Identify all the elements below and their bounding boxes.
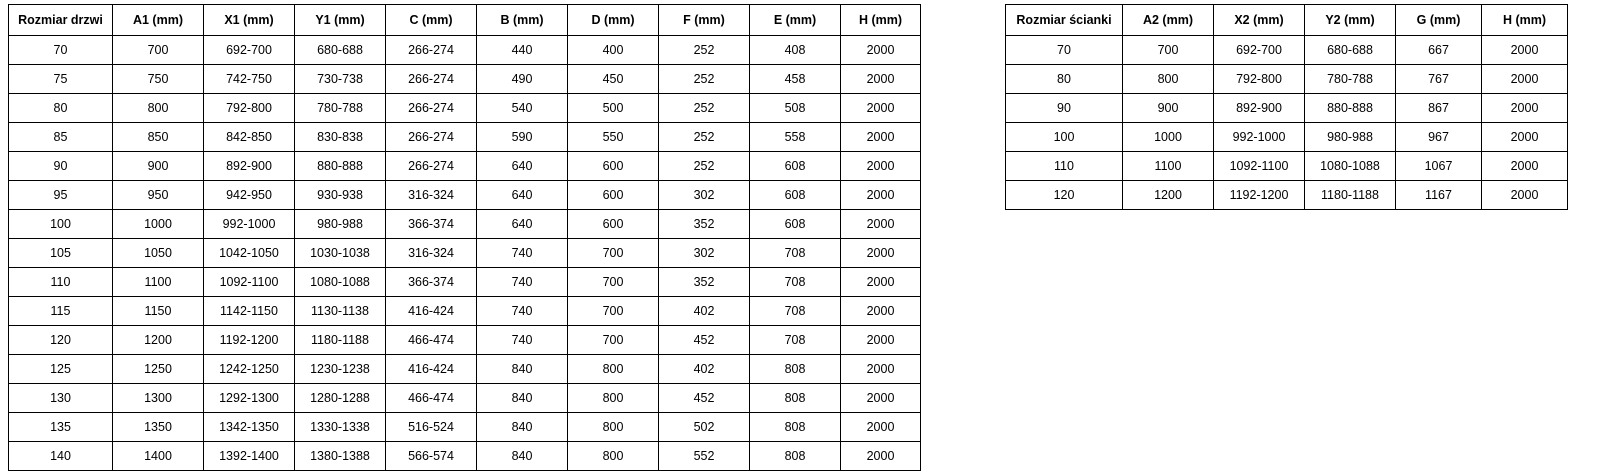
cell: 708 xyxy=(750,297,841,326)
cell: 840 xyxy=(477,442,568,471)
cell: 540 xyxy=(477,94,568,123)
cell: 880-888 xyxy=(1305,94,1396,123)
cell: 1150 xyxy=(113,297,204,326)
cell: 867 xyxy=(1396,94,1482,123)
cell: 1142-1150 xyxy=(204,297,295,326)
cell: 550 xyxy=(568,123,659,152)
cell: 2000 xyxy=(841,181,921,210)
cell: 850 xyxy=(113,123,204,152)
table-row xyxy=(9,36,921,65)
doors-table-header xyxy=(9,5,921,36)
cell: 252 xyxy=(659,94,750,123)
cell: 95 xyxy=(9,181,113,210)
cell: 692-700 xyxy=(204,36,295,65)
cell: 2000 xyxy=(841,152,921,181)
table-row xyxy=(9,297,921,326)
cell: 458 xyxy=(750,65,841,94)
cell: 667 xyxy=(1396,36,1482,65)
cell: 266-274 xyxy=(386,94,477,123)
cell: 980-988 xyxy=(295,210,386,239)
cell: 2000 xyxy=(1482,152,1568,181)
cell: 640 xyxy=(477,181,568,210)
cell: 2000 xyxy=(1482,36,1568,65)
cell: 2000 xyxy=(841,123,921,152)
cell: 440 xyxy=(477,36,568,65)
cell: 608 xyxy=(750,181,841,210)
table-header-row xyxy=(9,5,921,36)
cell: 500 xyxy=(568,94,659,123)
cell: 252 xyxy=(659,65,750,94)
cell: 1300 xyxy=(113,384,204,413)
cell: 100 xyxy=(9,210,113,239)
cell: 1242-1250 xyxy=(204,355,295,384)
cell: 2000 xyxy=(1482,65,1568,94)
column-header-rozmiar-drzwi: Rozmiar drzwi xyxy=(9,5,113,36)
table-row xyxy=(9,94,921,123)
table-row xyxy=(9,268,921,297)
cell: 1280-1288 xyxy=(295,384,386,413)
cell: 90 xyxy=(9,152,113,181)
cell: 1092-1100 xyxy=(204,268,295,297)
cell: 942-950 xyxy=(204,181,295,210)
walls-table-header xyxy=(1006,5,1568,36)
cell: 842-850 xyxy=(204,123,295,152)
cell: 140 xyxy=(9,442,113,471)
cell: 980-988 xyxy=(1305,123,1396,152)
column-header-rozmiar-scianki: Rozmiar ścianki xyxy=(1006,5,1123,36)
table-row xyxy=(9,210,921,239)
cell: 740 xyxy=(477,326,568,355)
cell: 558 xyxy=(750,123,841,152)
cell: 900 xyxy=(113,152,204,181)
cell: 1192-1200 xyxy=(1214,181,1305,210)
cell: 792-800 xyxy=(204,94,295,123)
cell: 416-424 xyxy=(386,297,477,326)
cell: 1380-1388 xyxy=(295,442,386,471)
cell: 840 xyxy=(477,384,568,413)
cell: 402 xyxy=(659,297,750,326)
cell: 120 xyxy=(9,326,113,355)
cell: 1250 xyxy=(113,355,204,384)
cell: 1180-1188 xyxy=(1305,181,1396,210)
cell: 590 xyxy=(477,123,568,152)
cell: 708 xyxy=(750,326,841,355)
cell: 2000 xyxy=(841,94,921,123)
column-header-x1: X1 (mm) xyxy=(204,5,295,36)
column-header-a1: A1 (mm) xyxy=(113,5,204,36)
cell: 608 xyxy=(750,152,841,181)
cell: 1342-1350 xyxy=(204,413,295,442)
table-row xyxy=(9,384,921,413)
cell: 266-274 xyxy=(386,152,477,181)
cell: 302 xyxy=(659,239,750,268)
cell: 2000 xyxy=(841,36,921,65)
cell: 2000 xyxy=(841,442,921,471)
cell: 552 xyxy=(659,442,750,471)
cell: 125 xyxy=(9,355,113,384)
cell: 1400 xyxy=(113,442,204,471)
table-row xyxy=(9,413,921,442)
cell: 1230-1238 xyxy=(295,355,386,384)
cell: 808 xyxy=(750,442,841,471)
table-header-row xyxy=(1006,5,1568,36)
column-header-e: E (mm) xyxy=(750,5,841,36)
cell: 252 xyxy=(659,123,750,152)
table-row xyxy=(1006,123,1568,152)
cell: 700 xyxy=(568,239,659,268)
cell: 2000 xyxy=(841,268,921,297)
table-row xyxy=(9,181,921,210)
column-header-a2: A2 (mm) xyxy=(1123,5,1214,36)
cell: 105 xyxy=(9,239,113,268)
cell: 252 xyxy=(659,36,750,65)
cell: 90 xyxy=(1006,94,1123,123)
cell: 892-900 xyxy=(1214,94,1305,123)
cell: 680-688 xyxy=(1305,36,1396,65)
cell: 1100 xyxy=(113,268,204,297)
cell: 1330-1338 xyxy=(295,413,386,442)
cell: 1192-1200 xyxy=(204,326,295,355)
column-header-h: H (mm) xyxy=(841,5,921,36)
cell: 75 xyxy=(9,65,113,94)
table-row xyxy=(9,355,921,384)
cell: 316-324 xyxy=(386,239,477,268)
cell: 490 xyxy=(477,65,568,94)
column-header-f: F (mm) xyxy=(659,5,750,36)
cell: 516-524 xyxy=(386,413,477,442)
cell: 2000 xyxy=(841,384,921,413)
cell: 366-374 xyxy=(386,210,477,239)
cell: 1042-1050 xyxy=(204,239,295,268)
cell: 2000 xyxy=(841,413,921,442)
cell: 1067 xyxy=(1396,152,1482,181)
cell: 800 xyxy=(568,442,659,471)
cell: 2000 xyxy=(1482,123,1568,152)
cell: 700 xyxy=(113,36,204,65)
cell: 800 xyxy=(568,413,659,442)
cell: 740 xyxy=(477,268,568,297)
cell: 740 xyxy=(477,239,568,268)
column-header-y2: Y2 (mm) xyxy=(1305,5,1396,36)
cell: 352 xyxy=(659,268,750,297)
cell: 880-888 xyxy=(295,152,386,181)
cell: 640 xyxy=(477,210,568,239)
cell: 110 xyxy=(1006,152,1123,181)
cell: 992-1000 xyxy=(204,210,295,239)
cell: 2000 xyxy=(1482,94,1568,123)
cell: 780-788 xyxy=(1305,65,1396,94)
cell: 608 xyxy=(750,210,841,239)
cell: 700 xyxy=(568,268,659,297)
table-row xyxy=(1006,36,1568,65)
cell: 266-274 xyxy=(386,65,477,94)
cell: 680-688 xyxy=(295,36,386,65)
cell: 800 xyxy=(568,355,659,384)
cell: 600 xyxy=(568,181,659,210)
table-row xyxy=(1006,152,1568,181)
cell: 767 xyxy=(1396,65,1482,94)
cell: 266-274 xyxy=(386,36,477,65)
cell: 1350 xyxy=(113,413,204,442)
doors-table-body xyxy=(9,36,921,471)
cell: 1200 xyxy=(1123,181,1214,210)
cell: 120 xyxy=(1006,181,1123,210)
walls-table-body xyxy=(1006,36,1568,210)
cell: 1092-1100 xyxy=(1214,152,1305,181)
cell: 1050 xyxy=(113,239,204,268)
table-row xyxy=(9,442,921,471)
cell: 408 xyxy=(750,36,841,65)
cell: 1080-1088 xyxy=(295,268,386,297)
cell: 742-750 xyxy=(204,65,295,94)
cell: 730-738 xyxy=(295,65,386,94)
cell: 85 xyxy=(9,123,113,152)
walls-size-table-container xyxy=(1005,4,1568,210)
cell: 792-800 xyxy=(1214,65,1305,94)
cell: 466-474 xyxy=(386,326,477,355)
cell: 2000 xyxy=(841,355,921,384)
cell: 967 xyxy=(1396,123,1482,152)
column-header-h: H (mm) xyxy=(1482,5,1568,36)
cell: 2000 xyxy=(841,297,921,326)
cell: 700 xyxy=(568,326,659,355)
doors-size-table xyxy=(8,4,921,471)
cell: 1080-1088 xyxy=(1305,152,1396,181)
cell: 750 xyxy=(113,65,204,94)
table-row xyxy=(9,326,921,355)
cell: 110 xyxy=(9,268,113,297)
cell: 1392-1400 xyxy=(204,442,295,471)
cell: 400 xyxy=(568,36,659,65)
column-header-b: B (mm) xyxy=(477,5,568,36)
walls-size-table xyxy=(1005,4,1568,210)
cell: 708 xyxy=(750,239,841,268)
table-row xyxy=(1006,181,1568,210)
cell: 1100 xyxy=(1123,152,1214,181)
column-header-x2: X2 (mm) xyxy=(1214,5,1305,36)
cell: 840 xyxy=(477,355,568,384)
cell: 1180-1188 xyxy=(295,326,386,355)
cell: 508 xyxy=(750,94,841,123)
cell: 992-1000 xyxy=(1214,123,1305,152)
cell: 708 xyxy=(750,268,841,297)
cell: 840 xyxy=(477,413,568,442)
table-row xyxy=(9,123,921,152)
cell: 1000 xyxy=(113,210,204,239)
cell: 416-424 xyxy=(386,355,477,384)
cell: 366-374 xyxy=(386,268,477,297)
cell: 566-574 xyxy=(386,442,477,471)
cell: 1130-1138 xyxy=(295,297,386,326)
cell: 352 xyxy=(659,210,750,239)
cell: 930-938 xyxy=(295,181,386,210)
cell: 600 xyxy=(568,210,659,239)
cell: 800 xyxy=(1123,65,1214,94)
cell: 115 xyxy=(9,297,113,326)
cell: 830-838 xyxy=(295,123,386,152)
cell: 100 xyxy=(1006,123,1123,152)
cell: 450 xyxy=(568,65,659,94)
table-row xyxy=(9,65,921,94)
cell: 2000 xyxy=(841,65,921,94)
cell: 740 xyxy=(477,297,568,326)
doors-size-table-container xyxy=(8,4,921,471)
cell: 950 xyxy=(113,181,204,210)
cell: 402 xyxy=(659,355,750,384)
cell: 1030-1038 xyxy=(295,239,386,268)
cell: 80 xyxy=(9,94,113,123)
cell: 452 xyxy=(659,326,750,355)
cell: 252 xyxy=(659,152,750,181)
cell: 780-788 xyxy=(295,94,386,123)
column-header-y1: Y1 (mm) xyxy=(295,5,386,36)
table-row xyxy=(9,239,921,268)
column-header-d: D (mm) xyxy=(568,5,659,36)
cell: 80 xyxy=(1006,65,1123,94)
cell: 70 xyxy=(9,36,113,65)
cell: 70 xyxy=(1006,36,1123,65)
cell: 808 xyxy=(750,413,841,442)
cell: 1000 xyxy=(1123,123,1214,152)
cell: 502 xyxy=(659,413,750,442)
cell: 266-274 xyxy=(386,123,477,152)
cell: 452 xyxy=(659,384,750,413)
cell: 2000 xyxy=(841,210,921,239)
cell: 316-324 xyxy=(386,181,477,210)
table-row xyxy=(1006,65,1568,94)
cell: 2000 xyxy=(841,239,921,268)
cell: 640 xyxy=(477,152,568,181)
cell: 800 xyxy=(113,94,204,123)
cell: 800 xyxy=(568,384,659,413)
cell: 2000 xyxy=(1482,181,1568,210)
cell: 692-700 xyxy=(1214,36,1305,65)
cell: 892-900 xyxy=(204,152,295,181)
cell: 135 xyxy=(9,413,113,442)
cell: 466-474 xyxy=(386,384,477,413)
cell: 700 xyxy=(568,297,659,326)
cell: 900 xyxy=(1123,94,1214,123)
cell: 2000 xyxy=(841,326,921,355)
table-row xyxy=(1006,94,1568,123)
cell: 1292-1300 xyxy=(204,384,295,413)
cell: 600 xyxy=(568,152,659,181)
cell: 1167 xyxy=(1396,181,1482,210)
cell: 302 xyxy=(659,181,750,210)
cell: 1200 xyxy=(113,326,204,355)
cell: 808 xyxy=(750,355,841,384)
cell: 700 xyxy=(1123,36,1214,65)
cell: 130 xyxy=(9,384,113,413)
table-row xyxy=(9,152,921,181)
column-header-c: C (mm) xyxy=(386,5,477,36)
column-header-g: G (mm) xyxy=(1396,5,1482,36)
cell: 808 xyxy=(750,384,841,413)
